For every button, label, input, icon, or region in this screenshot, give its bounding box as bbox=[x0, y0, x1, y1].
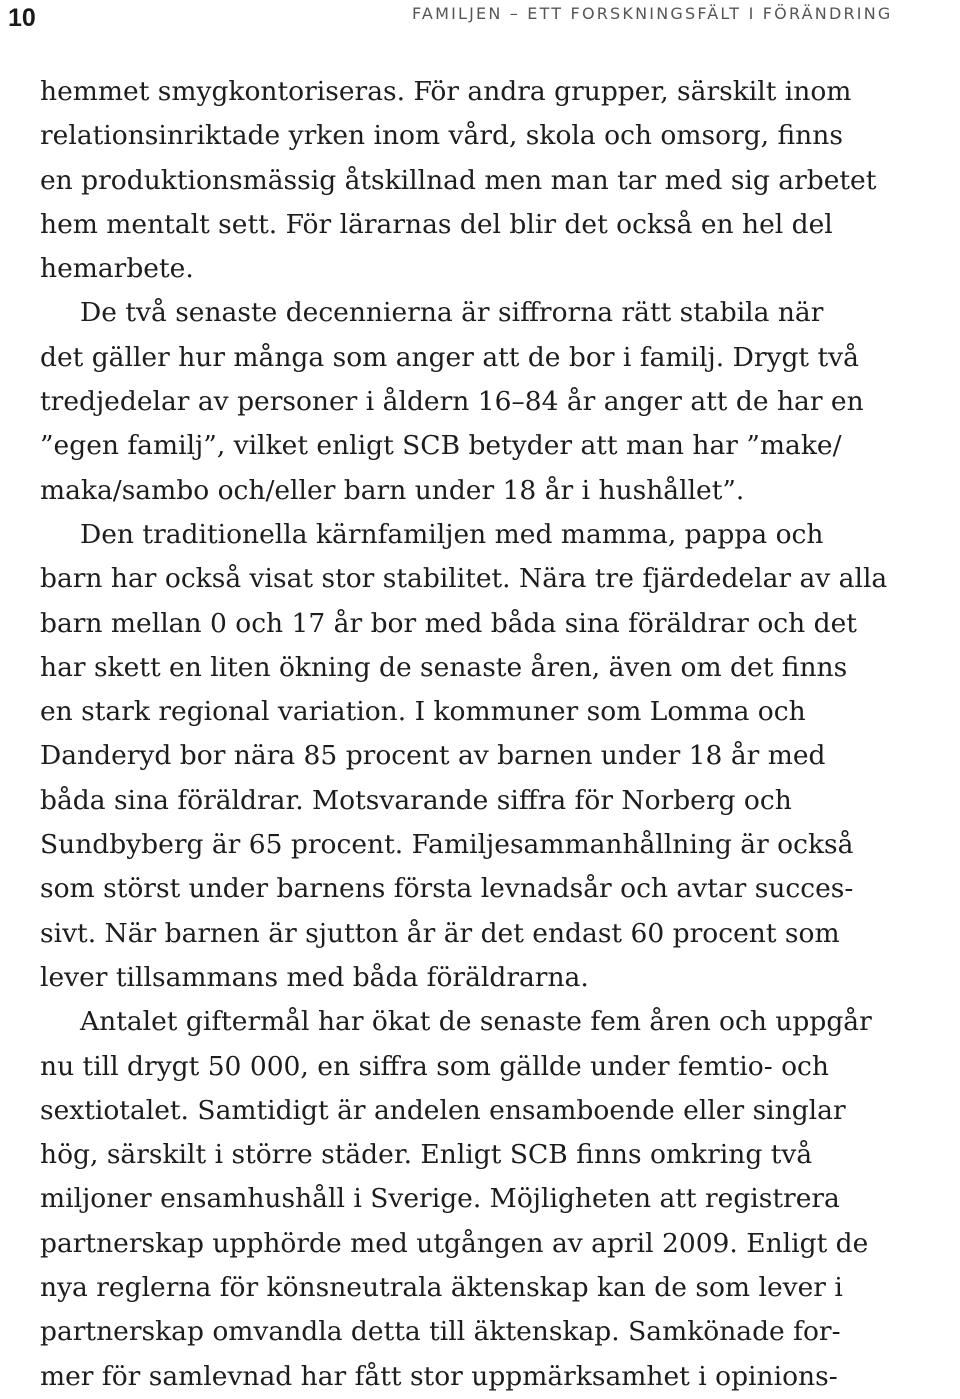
running-head: FAMILJEN – ETT FORSKNINGSFÄLT I FÖRÄNDRING bbox=[412, 4, 893, 23]
text-line: ”egen familj”, vilket enligt SCB betyder att man har ”make/ bbox=[40, 430, 842, 462]
text-line: Antalet giftermål har ökat de senaste fem åren och uppgår bbox=[80, 1006, 872, 1038]
text-line: hemmet smygkontoriseras. För andra grupper, särskilt inom bbox=[40, 76, 852, 107]
page-number: 10 bbox=[8, 4, 36, 32]
text-line: hem mentalt sett. För lärarnas del blir det också en hel del bbox=[40, 208, 833, 240]
text-line: barn har också visat stor stabilitet. Nära tre fjärdedelar av alla bbox=[40, 563, 888, 595]
text-line: De två senaste decennierna är siffrorna rätt stabila när bbox=[80, 297, 824, 329]
text-line: som störst under barnens första levnadsår och avtar succes- bbox=[40, 873, 854, 905]
text-line: mer för samlevnad har fått stor uppmärksamhet i opinions- bbox=[40, 1360, 838, 1392]
text-line: maka/sambo och/eller barn under 18 år i hushållet”. bbox=[40, 474, 745, 506]
text-line: partnerskap omvandla detta till äktenskap. Samkönade for- bbox=[40, 1316, 841, 1348]
text-line: Danderyd bor nära 85 procent av barnen under 18 år med bbox=[40, 740, 826, 772]
text-line: en stark regional variation. I kommuner som Lomma och bbox=[40, 696, 806, 728]
text-line: en produktionsmässig åtskillnad men man tar med sig arbetet bbox=[40, 164, 877, 196]
text-line: har skett en liten ökning de senaste åren, även om det finns bbox=[40, 651, 848, 683]
text-line: barn mellan 0 och 17 år bor med båda sina föräldrar och det bbox=[40, 607, 857, 639]
text-line: hemarbete. bbox=[40, 253, 194, 285]
text-line: tredjedelar av personer i åldern 16–84 år anger att de har en bbox=[40, 386, 864, 418]
text-line: hög, särskilt i större städer. Enligt SCB finns omkring två bbox=[40, 1139, 813, 1171]
text-line: relationsinriktade yrken inom vård, skola och omsorg, finns bbox=[40, 120, 843, 152]
text-line: miljoner ensamhushåll i Sverige. Möjligheten att registrera bbox=[40, 1183, 840, 1215]
text-line: nu till drygt 50 000, en siffra som gällde under femtio- och bbox=[40, 1050, 829, 1082]
text-line: sivt. När barnen är sjutton år är det endast 60 procent som bbox=[40, 917, 840, 949]
text-line: sextiotalet. Samtidigt är andelen ensamboende eller singlar bbox=[40, 1094, 846, 1126]
text-line: partnerskap upphörde med utgången av april 2009. Enligt de bbox=[40, 1227, 869, 1259]
text-line: Den traditionella kärnfamiljen med mamma, pappa och bbox=[80, 518, 824, 550]
text-line: nya reglerna för könsneutrala äktenskap kan de som lever i bbox=[40, 1272, 843, 1304]
text-line: lever tillsammans med båda föräldrarna. bbox=[40, 961, 589, 993]
text-line: båda sina föräldrar. Motsvarande siffra för Norberg och bbox=[40, 784, 792, 816]
text-line: det gäller hur många som anger att de bor i familj. Drygt två bbox=[40, 341, 859, 373]
text-line: Sundbyberg är 65 procent. Familjesammanhållning är också bbox=[40, 829, 854, 861]
body-text bbox=[40, 70, 945, 1399]
